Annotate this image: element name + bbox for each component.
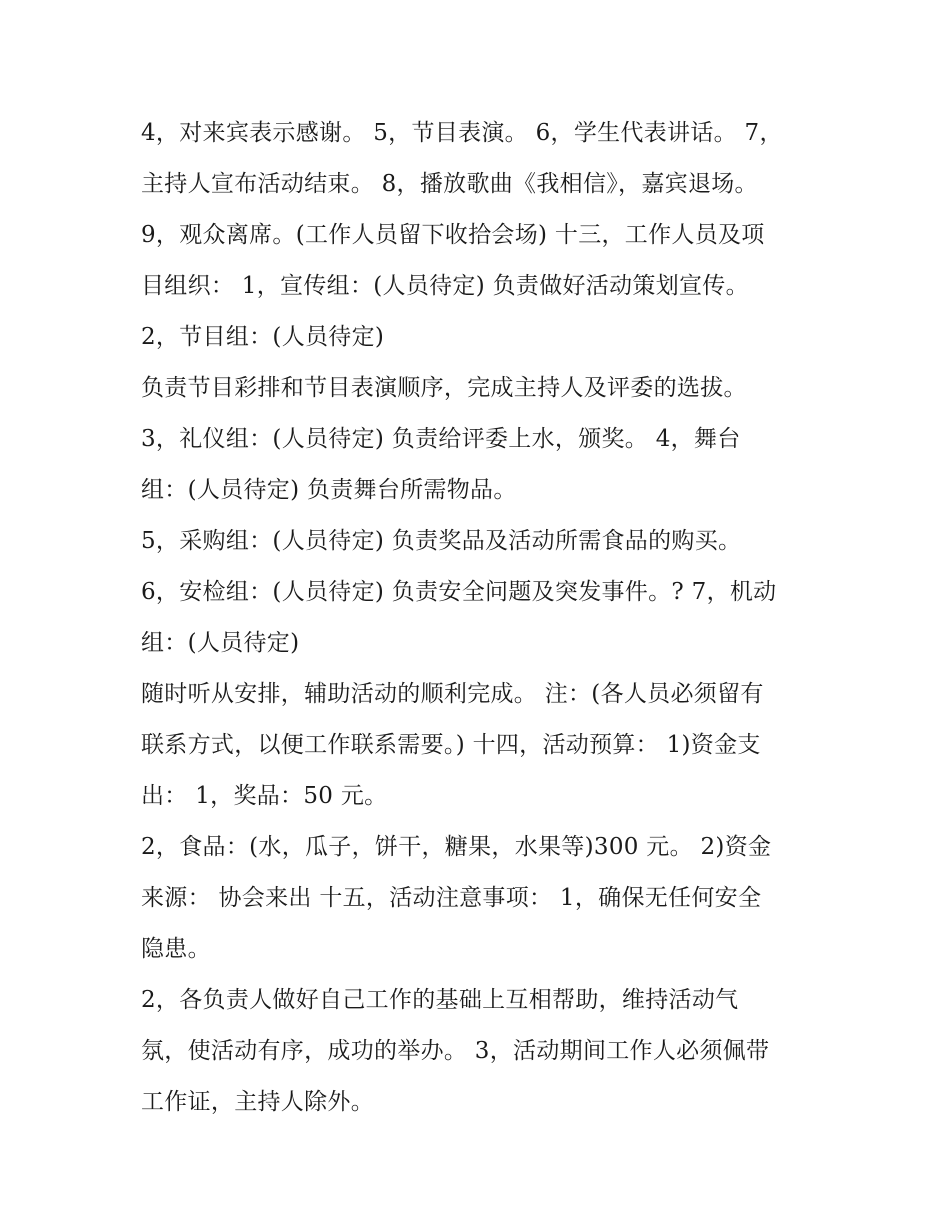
text-line: 2，食品：(水，瓜子，饼干，糖果，水果等)300 元。 2)资金 (141, 834, 772, 860)
text-line: 隐患。 (141, 936, 211, 962)
text-line: 9，观众离席。(工作人员留下收拾会场) 十三，工作人员及项 (141, 222, 765, 248)
text-line: 主持人宣布活动结束。 8，播放歌曲《我相信》，嘉宾退场。 (141, 171, 758, 197)
text-line: 6，安检组：(人员待定) 负责安全问题及突发事件。? 7，机动 (141, 579, 777, 605)
body-text (141, 108, 811, 1128)
text-line: 目组织： 1，宣传组：(人员待定) 负责做好活动策划宣传。 (141, 273, 749, 299)
text-line: 组：(人员待定) (141, 630, 300, 656)
text-line: 2，各负责人做好自己工作的基础上互相帮助，维持活动气 (141, 987, 739, 1013)
text-line: 负责节目彩排和节目表演顺序，完成主持人及评委的选拔。 (141, 375, 747, 401)
text-line: 2，节目组：(人员待定) (141, 324, 385, 350)
text-line: 随时听从安排，辅助活动的顺利完成。 注：(各人员必须留有 (141, 681, 764, 707)
text-line: 工作证，主持人除外。 (141, 1089, 374, 1115)
text-line: 联系方式，以便工作联系需要。) 十四，活动预算： 1)资金支 (141, 732, 761, 758)
text-line: 3，礼仪组：(人员待定) 负责给评委上水，颁奖。 4，舞台 (141, 426, 741, 452)
text-line: 来源： 协会来出 十五，活动注意事项： 1，确保无任何安全 (141, 885, 762, 911)
text-line: 氛，使活动有序，成功的举办。 3，活动期间工作人必须佩带 (141, 1038, 770, 1064)
text-line: 组：(人员待定) 负责舞台所需物品。 (141, 477, 517, 503)
text-line: 5，采购组：(人员待定) 负责奖品及活动所需食品的购买。 (141, 528, 742, 554)
text-line: 出： 1，奖品：50 元。 (141, 783, 388, 809)
text-line: 4，对来宾表示感谢。 5，节目表演。 6，学生代表讲话。 7， (141, 120, 783, 146)
